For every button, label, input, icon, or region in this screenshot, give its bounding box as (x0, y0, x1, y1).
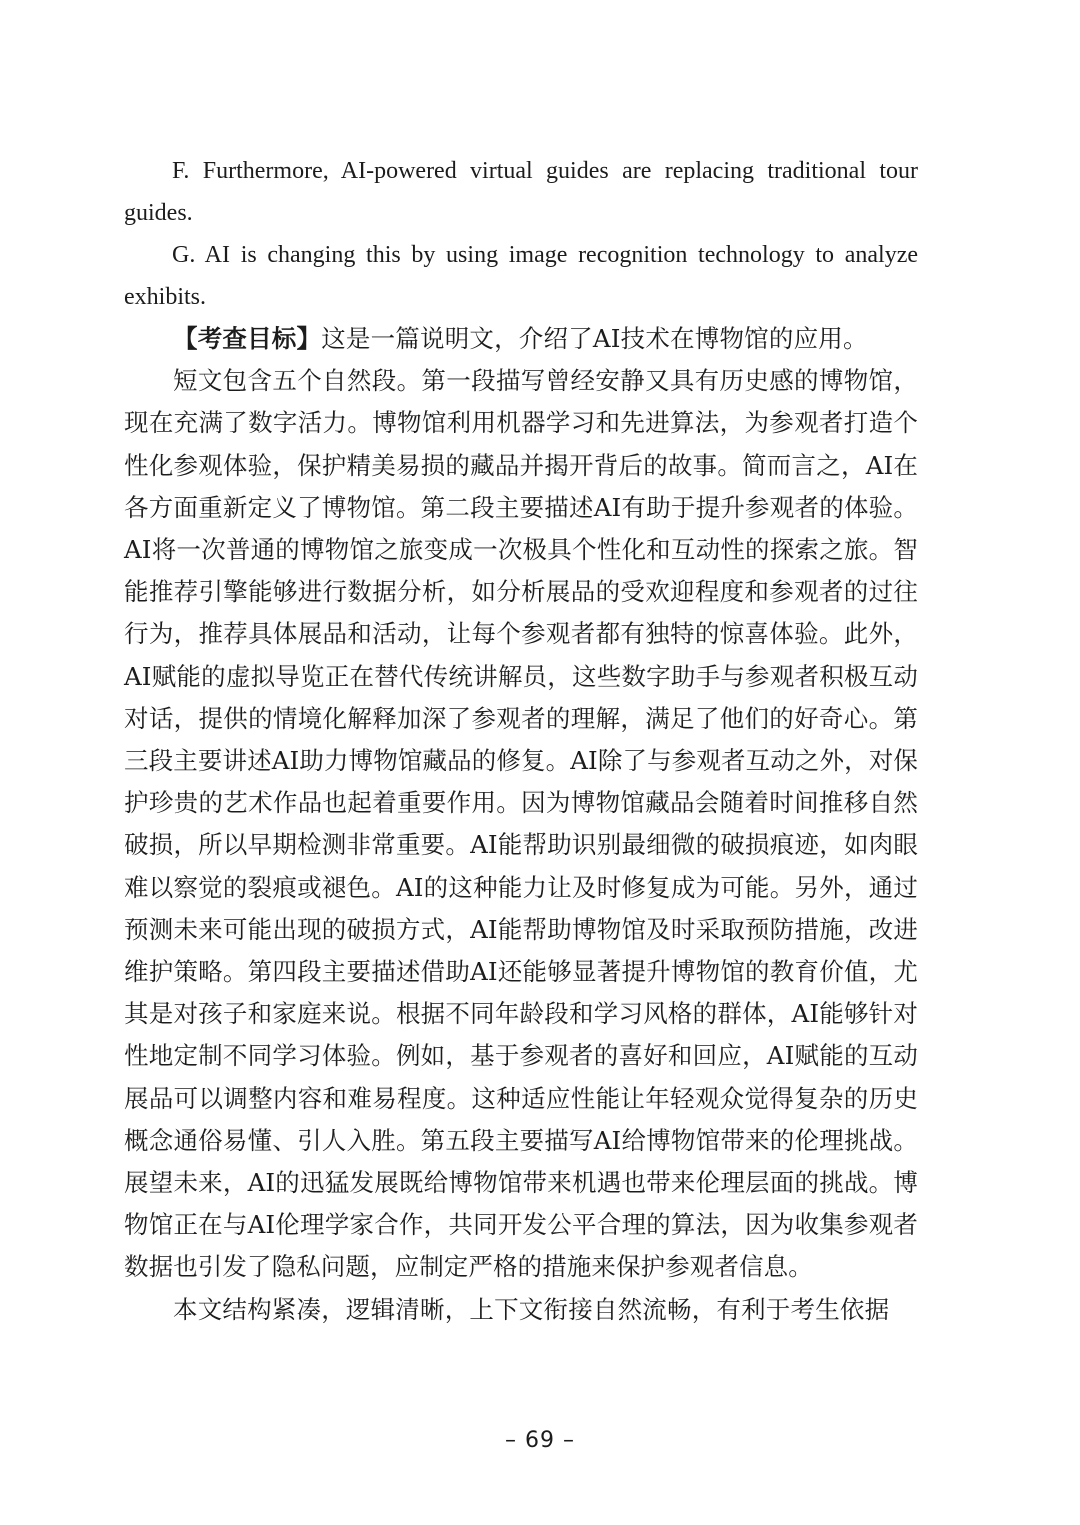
structure-paragraph: 短文包含五个自然段。第一段描写曾经安静又具有历史感的博物馆，现在充满了数字活力。博物馆利用机器学习和先进算法，为参观者打造个性化参观体验，保护精美易损的藏品并揭开背后的故事。简而言之，AI在各方面重新定义了博物馆。第二段主要描述AI有助于提升参观者的体验。AI将一次普通的博物馆之旅变成一次极具个性化和互动性的探索之旅。智能推荐引擎能够进行数据分析，如分析展品的受欢迎程度和参观者的过往行为，推荐具体展品和活动，让每个参观者都有独特的惊喜体验。此外，AI赋能的虚拟导览正在替代传统讲解员，这些数字助手与参观者积极互动对话，提供的情境化解释加深了参观者的理解，满足了他们的好奇心。第三段主要讲述AI助力博物馆藏品的修复。AI除了与参观者互动之外，对保护珍贵的艺术作品也起着重要作用。因为博物馆藏品会随着时间推移自然破损，所以早期检测非常重要。AI能帮助识别最细微的破损痕迹，如肉眼难以察觉的裂痕或褪色。AI的这种能力让及时修复成为可能。另外，通过预测未来可能出现的破损方式，AI能帮助博物馆及时采取预防措施，改进维护策略。第四段主要描述借助AI还能够显著提升博物馆的教育价值，尤其是对孩子和家庭来说。根据不同年龄段和学习风格的群体，AI能够针对性地定制不同学习体验。例如，基于参观者的喜好和回应，AI赋能的互动展品可以调整内容和难易程度。这种适应性能让年轻观众觉得复杂的历史概念通俗易懂、引人入胜。第五段主要描写AI给博物馆带来的伦理挑战。展望未来，AI的迅猛发展既给博物馆带来机遇也带来伦理层面的挑战。博物馆正在与AI伦理学家合作，共同开发公平合理的算法，因为收集参观者数据也引发了隐私问题，应制定严格的措施来保护参观者信息。 (124, 366, 918, 1282)
option-g: G. AI is changing this by using image recognition technology to analyze exhibits. (124, 242, 918, 310)
page-content (124, 150, 918, 1331)
objective-label: 【考查目标】 (173, 324, 322, 353)
objective-text: 这是一篇说明文，介绍了AI技术在博物馆的应用。 (321, 324, 868, 353)
page-number: – 69 – (505, 1428, 575, 1453)
option-f: F. Furthermore, AI-powered virtual guides are replacing traditional tour guides. (124, 158, 918, 226)
closing-paragraph: 本文结构紧凑，逻辑清晰，上下文衔接自然流畅，有利于考生依据 (173, 1294, 890, 1324)
objective-paragraph (124, 318, 918, 360)
